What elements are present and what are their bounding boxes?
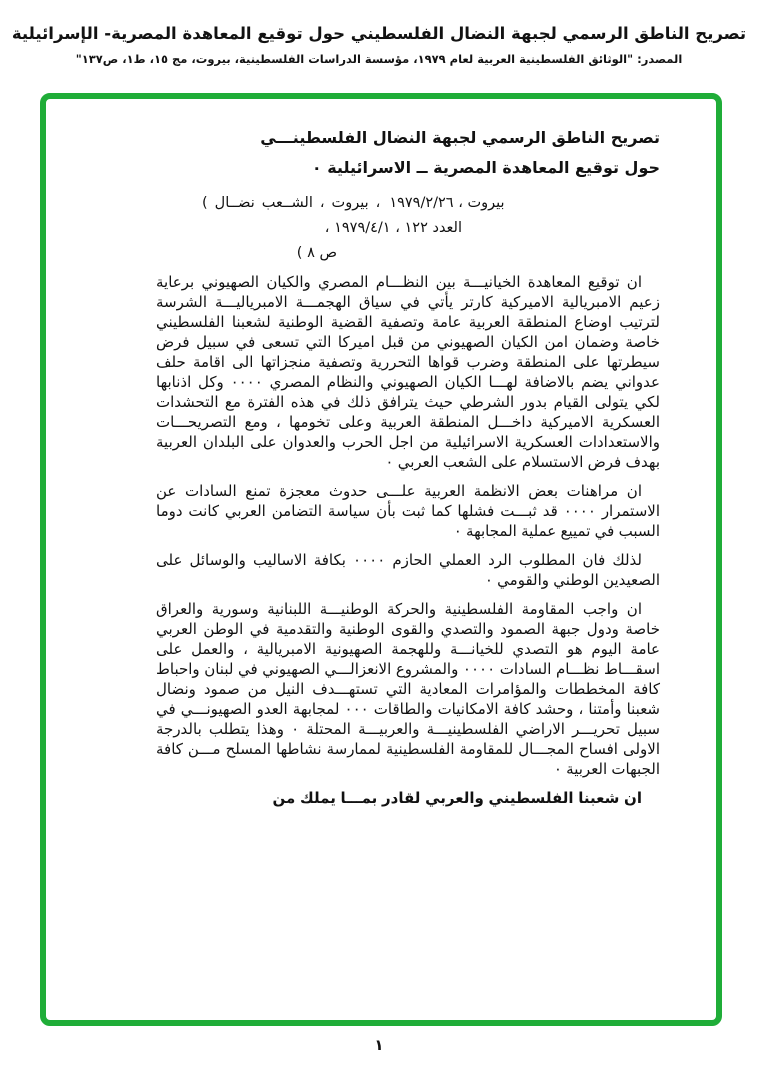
document-body xyxy=(156,272,660,808)
document-frame xyxy=(40,93,722,1026)
citation-paren-token: ، xyxy=(319,195,325,211)
citation-block xyxy=(156,191,660,266)
paragraph-4: ان واجب المقاومة الفلسطينية والحركة الوطنيـــة اللبنانية وسورية والعراق خاصة ودول جبهة الصمود والتصدي والقوى الوطنية والتقدمية في الوطن العربي عامة اليوم هو التصدي للخيانـــة وللهجمة الصهيونية الامبريالية ، والعمل على اسقـــاط نظـــام السادات ٠٠٠٠ والمشروع الانعزالـــي الصهيوني في لبنان واحباط كافة المخططات والمؤامرات المعادية التي تستهـــدف النيل من صمود ونضال شعبنا وأمتنا ، وحشد كافة الامكانيات والطاقات ٠٠٠ لمجابهة العدو الصهيونـــي في سبيل تحريـــر الاراضي الفلسطينيـــة والعربيـــة المحتلة ٠ وهذا يتطلب بالدرجة الاولى افساح المجـــال للمقاومة الفلسطينية لممارسة نشاطها المسلح مـــن كافة الجبهات العربية ٠ xyxy=(156,600,660,778)
citation-row-1 xyxy=(202,191,660,216)
heading-line-1: تصريح الناطق الرسمي لجبهة النضال الفلسطينـــي xyxy=(260,128,660,147)
citation-paren-group xyxy=(202,191,380,216)
page-number: ١ xyxy=(374,1036,384,1054)
citation-paren-token: ( xyxy=(202,195,208,211)
citation-paren-token: نضــال xyxy=(214,195,255,211)
source-line: المصدر: "الوثائق الفلسطينية العربية لعام ١٩٧٩، مؤسسة الدراسات الفلسطينية، بيروت، مج ١٥، ط١، ص١٣٧" xyxy=(75,52,683,66)
heading-line-2: حول توقيع المعاهدة المصرية ــ الاسرائيلية ٠ xyxy=(311,158,660,177)
citation-line-2: العدد ١٢٢ ، ١٩٧٩/٤/١ ، xyxy=(324,220,462,236)
paragraph-2: ان مراهنات بعض الانظمة العربية علـــى حدوث معجزة تمنع السادات عن الاستمرار ٠٠٠٠ قد ثبـــت فشلها كما ثبت بأن سياسة التضامن العربي كانت دوما السبب في تمييع عملية المجابهة ٠ xyxy=(156,482,660,540)
page-header xyxy=(0,24,758,66)
document-content xyxy=(46,99,716,1020)
citation-paren-token: الشــعب xyxy=(261,195,313,211)
paragraph-1: ان توقيع المعاهدة الخيانيـــة بين النظـــام المصري والكيان الصهيوني برعاية زعيم الامبريالية الاميركية كارتر يأتي في سياق الهجمـــة الامبرياليـــة الشرسة لترتيب اوضاع المنطقة العربية عامة وتصفية القضية الوطنية لشعبنا الفلسطيني خاصة وضمان امن الكيان الصهيوني من قبل اميركا التي تسعى في سبيل فرض سيطرتها على المنطقة وضرب قواها التحررية وتصفية منجزاتها الى اقامة حلف عدواني يضم بالاضافة لهـــا الكيان الصهيوني والنظام المصري ٠٠٠٠ وكل اذنابها لكي يتولى القيام بدور الشرطي حيث يترافق ذلك في هذه الفترة مع التحشدات العسكرية الاميركية داخـــل المنطقة العربية وعلى تخومها ، ومع التصريحـــات والاستعدادات العسكرية الاسرائيلية من اجل الحرب والعدوان على البلدان العربية بهدف فرض الاستسلام على الشعب العربي ٠ xyxy=(156,273,660,471)
citation-date: بيروت ، ١٩٧٩/٢/٢٦ xyxy=(389,195,505,211)
citation-paren-token: ، xyxy=(375,195,381,211)
citation-line-3: ص ٨ ) xyxy=(296,245,337,261)
paragraph-5: ان شعبنا الفلسطيني والعربي لقادر بمـــا يملك من xyxy=(272,789,642,807)
page-title: تصريح الناطق الرسمي لجبهة النضال الفلسطيني حول توقيع المعاهدة المصرية- الإسرائيلية xyxy=(11,24,747,43)
document-heading xyxy=(156,123,660,183)
citation-paren-token: بيروت xyxy=(331,195,369,211)
paragraph-3: لذلك فان المطلوب الرد العملي الحازم ٠٠٠٠ بكافة الاساليب والوسائل على الصعيدين الوطني والقومي ٠ xyxy=(156,551,660,589)
